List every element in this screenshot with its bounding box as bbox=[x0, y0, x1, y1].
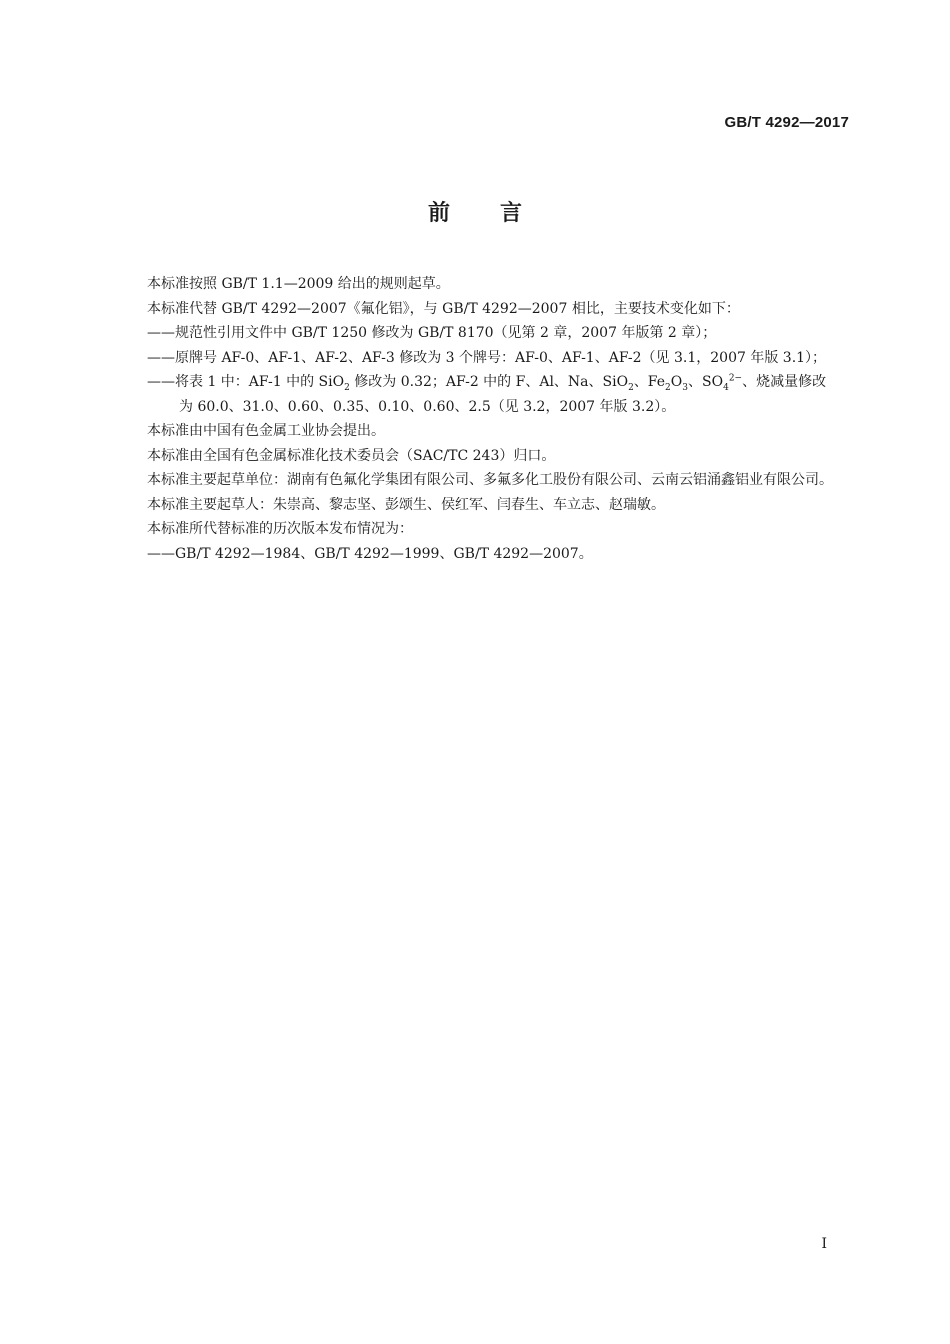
paragraph-drafters: 本标准主要起草人：朱崇高、黎志坚、彭颂生、侯红军、闫春生、车立志、赵瑞敏。 bbox=[147, 496, 665, 513]
paragraph-history-list: ——GB/T 4292—1984、GB/T 4292—1999、GB/T 4292—2007。 bbox=[147, 545, 593, 562]
change-item-table: ——将表 1 中：AF-1 中的 SiO$_2$ 修改为 0.32；AF-2 中的 F、Al、Na、SiO$_2$、$Fe_2O_3$、$SO_4^{2-}$、烧减量修改 bbox=[147, 373, 827, 393]
standard-code: GB/T 4292—2017 bbox=[724, 114, 849, 131]
paragraph-drafting-units: 本标准主要起草单位：湖南有色氟化学集团有限公司、多氟多化工股份有限公司、云南云铝涌鑫铝业有限公司。 bbox=[147, 472, 833, 488]
change-item-table-continued: 为 60.0、31.0、0.60、0.35、0.10、0.60、2.5（见 3.2，2007 年版 3.2）。 bbox=[179, 398, 676, 415]
paragraph-proposer: 本标准由中国有色金属工业协会提出。 bbox=[147, 423, 385, 439]
paragraph-history-intro: 本标准所代替标准的历次版本发布情况为： bbox=[147, 521, 413, 537]
paragraph-committee: 本标准由全国有色金属标准化技术委员会（SAC/TC 243）归口。 bbox=[147, 447, 556, 464]
page-number: Ⅰ bbox=[821, 1236, 827, 1252]
foreword-body bbox=[115, 272, 850, 566]
paragraph-replacement: 本标准代替 GB/T 4292—2007《氟化铝》，与 GB/T 4292—2007 相比，主要技术变化如下： bbox=[147, 300, 740, 317]
title-part-1: 前 bbox=[427, 201, 450, 226]
page-title bbox=[0, 196, 950, 227]
change-item-references: ——规范性引用文件中 GB/T 1250 修改为 GB/T 8170（见第 2 章，2007 年版第 2 章）； bbox=[147, 325, 717, 341]
title-part-2: 言 bbox=[500, 201, 523, 226]
paragraph-drafting-rules: 本标准按照 GB/T 1.1—2009 给出的规则起草。 bbox=[147, 276, 450, 292]
change-item-grades: ——原牌号 AF-0、AF-1、AF-2、AF-3 修改为 3 个牌号：AF-0、AF-1、AF-2（见 3.1，2007 年版 3.1）； bbox=[147, 349, 827, 366]
